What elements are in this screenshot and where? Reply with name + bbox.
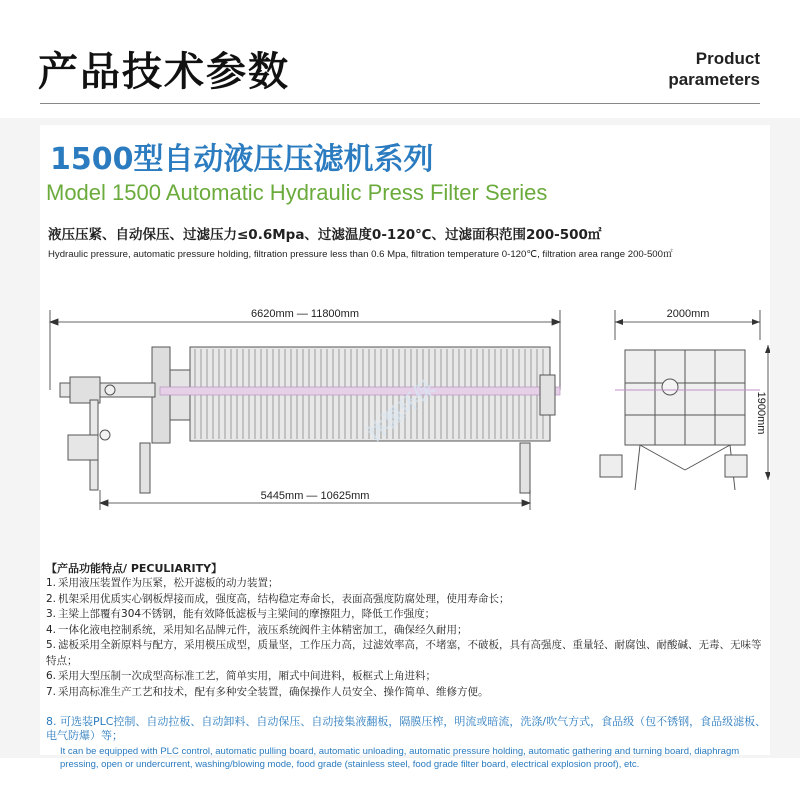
height-label: 1900mm	[755, 391, 767, 435]
spec-summary-en: Hydraulic pressure, automatic pressure holding, filtration pressure less than 0.6 Mpa, filtration temperature 0-120℃, filtration area range 200-500㎡	[48, 249, 673, 260]
feature-item: 6. 采用大型压制一次成型高标准工艺，简单实用，厢式中间进料，板框式上角进料；	[46, 670, 437, 682]
feature-item: 3. 主梁上部覆有304不锈钢，能有效降低滤板与主梁间的摩擦阻力，降低工作强度；	[46, 608, 436, 620]
overall-length-label: 6620mm — 11800mm	[250, 308, 360, 320]
side-view	[600, 310, 770, 490]
header-divider	[40, 103, 760, 104]
feature-item: 1. 采用液压装置作为压紧，松开滤板的动力装置；	[46, 577, 279, 589]
main-beam	[160, 387, 560, 395]
frame-length-label: 5445mm — 10625mm	[260, 490, 370, 502]
features-list	[46, 576, 771, 700]
page-title-en	[668, 48, 760, 90]
page-title-en-line1: Product	[695, 49, 760, 68]
feature-item: 2. 机架采用优质实心钢板焊接而成，强度高，结构稳定寿命长，表面高强度防腐处理，使用寿命长；	[46, 592, 510, 605]
spec-summary-cn: 液压压紧、自动保压、过滤压力≤0.6Mpa、过滤温度0-120℃、过滤面积范围200-500㎡	[48, 227, 602, 243]
feature-item: 5. 滤板采用全新原料与配方，采用模压成型，质量坚，工作压力高，过滤效率高，不堵塞，不破板，具有高强度、重量轻、耐腐蚀、耐酸碱、无毒、无味等特点；	[46, 639, 762, 667]
features-heading: 【产品功能特点/ PECULIARITY】	[46, 562, 223, 575]
feature-item: 7. 采用高标准生产工艺和技术，配有多种安全装置，确保操作人员安全、操作简单、维修方便。	[46, 685, 489, 698]
width-label: 2000mm	[666, 308, 710, 320]
option-text-en: It can be equipped with PLC control, automatic pulling board, automatic unloading, automatic pressure holding, automatic gathering and turning board, diaphragm pressing, open or undercurrent, washing/blowing mode, food grade (stainless steel, food grade filter board, electrical explosion proof), etc.	[60, 746, 740, 770]
product-title-en: Model 1500 Automatic Hydraulic Press Filter Series	[46, 180, 548, 205]
page-title: 产品技术参数	[38, 49, 290, 95]
page-title-en-line2: parameters	[668, 70, 760, 89]
head-frame	[60, 347, 190, 490]
option-text-cn: 8. 可选装PLC控制、自动拉板、自动卸料、自动保压、自动接集液翻板，隔膜压榨，明流或暗流，洗涤/吹气方式，食品级（包不锈钢，食品级滤板、电气防爆）等；	[46, 715, 767, 742]
product-title-cn: 1500型自动液压压滤机系列	[50, 142, 434, 177]
feature-item: 4. 一体化液电控制系统，采用知名品牌元件，液压系统阀件主体精密加工，确保经久耐用；	[46, 623, 468, 636]
watermark: 沐源环保	[362, 375, 440, 446]
